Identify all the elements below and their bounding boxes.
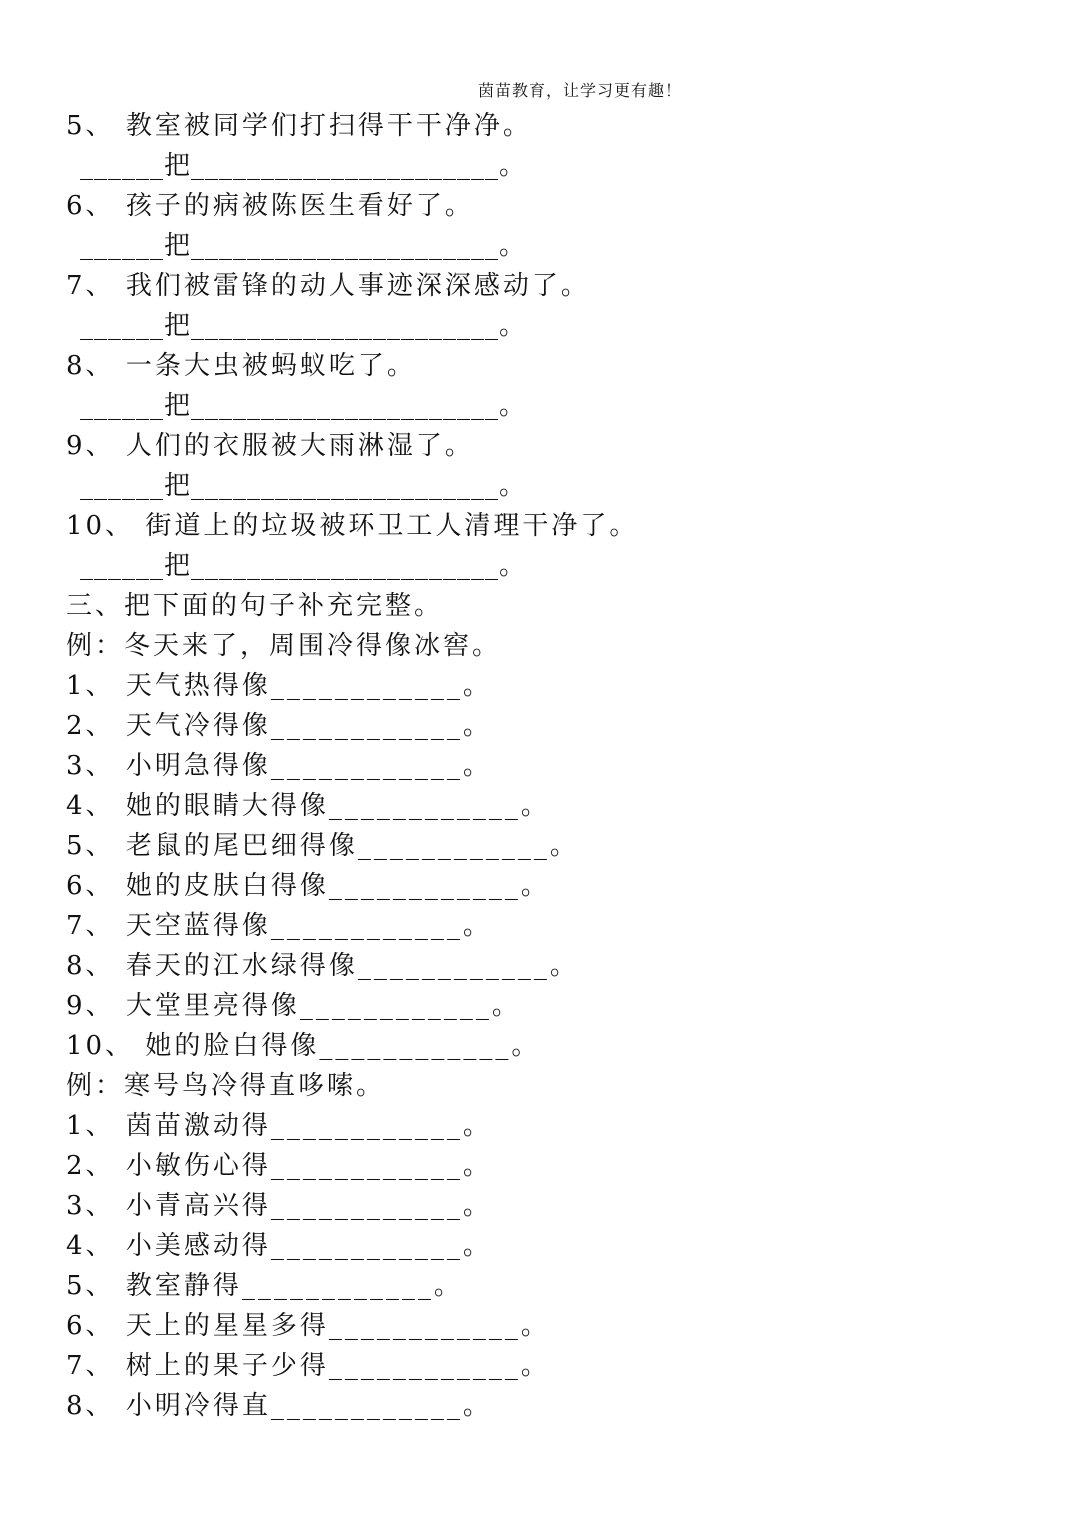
exercise-line [66,186,1046,226]
exercise-line [66,746,1046,786]
item-number: 5、 [66,111,115,141]
example-text: 例：寒号鸟冷得直哆嗦。 [66,1071,386,1101]
item-number: 8、 [66,951,115,981]
item-text: 街道上的垃圾被环卫工人清理干净了。 [145,511,639,541]
example-text: 例：冬天来了，周围冷得像冰窖。 [66,631,502,661]
item-number: 2、 [66,711,115,741]
item-text: 小明急得像____________。 [125,751,492,781]
exercise-line [66,106,1046,146]
item-text: 小青高兴得____________。 [125,1191,492,1221]
item-number: 10、 [66,1031,135,1061]
exercise-line [66,666,1046,706]
item-text: 树上的果子少得____________。 [125,1351,550,1381]
exercise-line [66,986,1046,1026]
item-text: 教室静得____________。 [125,1271,463,1301]
exercise-line [66,1386,1046,1426]
item-text: 她的皮肤白得像____________。 [125,871,550,901]
item-text: 一条大虫被蚂蚁吃了。 [125,351,416,381]
exercise-line [66,1026,1046,1066]
item-text: 小明冷得直____________。 [125,1391,492,1421]
item-number: 5、 [66,831,115,861]
item-number: 5、 [66,1271,115,1301]
item-number: 8、 [66,1391,115,1421]
exercise-line [66,266,1046,306]
exercise-line [66,1186,1046,1226]
item-number: 7、 [66,271,115,301]
exercise-line [66,346,1046,386]
item-number: 1、 [66,1111,115,1141]
exercise-line [66,946,1046,986]
item-number: 2、 [66,1151,115,1181]
exercise-line [66,866,1046,906]
page-header: 茵苗教育，让学习更有趣！ [477,81,682,100]
exercise-line [66,786,1046,826]
exercise-line [66,906,1046,946]
answer-line: ______把______________________。 [80,151,527,181]
exercise-line [66,1106,1046,1146]
item-text: 人们的衣服被大雨淋湿了。 [125,431,474,461]
item-number: 7、 [66,1351,115,1381]
exercise-line [66,1266,1046,1306]
item-number: 6、 [66,871,115,901]
example-line [66,1066,1046,1106]
item-number: 8、 [66,351,115,381]
exercise-line [66,1346,1046,1386]
item-text: 我们被雷锋的动人事迹深深感动了。 [125,271,590,301]
item-text: 教室被同学们打扫得干干净净。 [125,111,532,141]
exercise-line [66,1306,1046,1346]
item-text: 她的眼睛大得像____________。 [125,791,550,821]
item-text: 孩子的病被陈医生看好了。 [125,191,474,221]
item-text: 老鼠的尾巴细得像____________。 [125,831,579,861]
answer-line: ______把______________________。 [80,311,527,341]
exercise-line [66,1146,1046,1186]
item-text: 天气冷得像____________。 [125,711,492,741]
answer-line: ______把______________________。 [80,391,527,421]
item-number: 9、 [66,991,115,1021]
exercise-line [66,1226,1046,1266]
item-number: 1、 [66,671,115,701]
item-number: 4、 [66,791,115,821]
item-number: 3、 [66,1191,115,1221]
item-text: 大堂里亮得像____________。 [125,991,521,1021]
item-text: 天空蓝得像____________。 [125,911,492,941]
exercise-line [66,706,1046,746]
example-line [66,626,1046,666]
exercise-line [66,426,1046,466]
item-number: 3、 [66,751,115,781]
item-text: 天上的星星多得____________。 [125,1311,550,1341]
answer-line: ______把______________________。 [80,231,527,261]
item-text: 小敏伤心得____________。 [125,1151,492,1181]
item-number: 6、 [66,1311,115,1341]
exercise-line [66,826,1046,866]
item-text: 茵苗激动得____________。 [125,1111,492,1141]
item-number: 6、 [66,191,115,221]
item-text: 她的脸白得像____________。 [145,1031,541,1061]
answer-line: ______把______________________。 [80,471,527,501]
item-number: 4、 [66,1231,115,1261]
exercise-line [66,506,1046,546]
worksheet-content [66,106,1046,1426]
item-text: 小美感动得____________。 [125,1231,492,1261]
heading-text: 三、把下面的句子补充完整。 [66,591,444,621]
item-number: 7、 [66,911,115,941]
item-text: 天气热得像____________。 [125,671,492,701]
section-heading [66,586,1046,626]
item-number: 10、 [66,511,135,541]
answer-line: ______把______________________。 [80,551,527,581]
item-text: 春天的江水绿得像____________。 [125,951,579,981]
item-number: 9、 [66,431,115,461]
